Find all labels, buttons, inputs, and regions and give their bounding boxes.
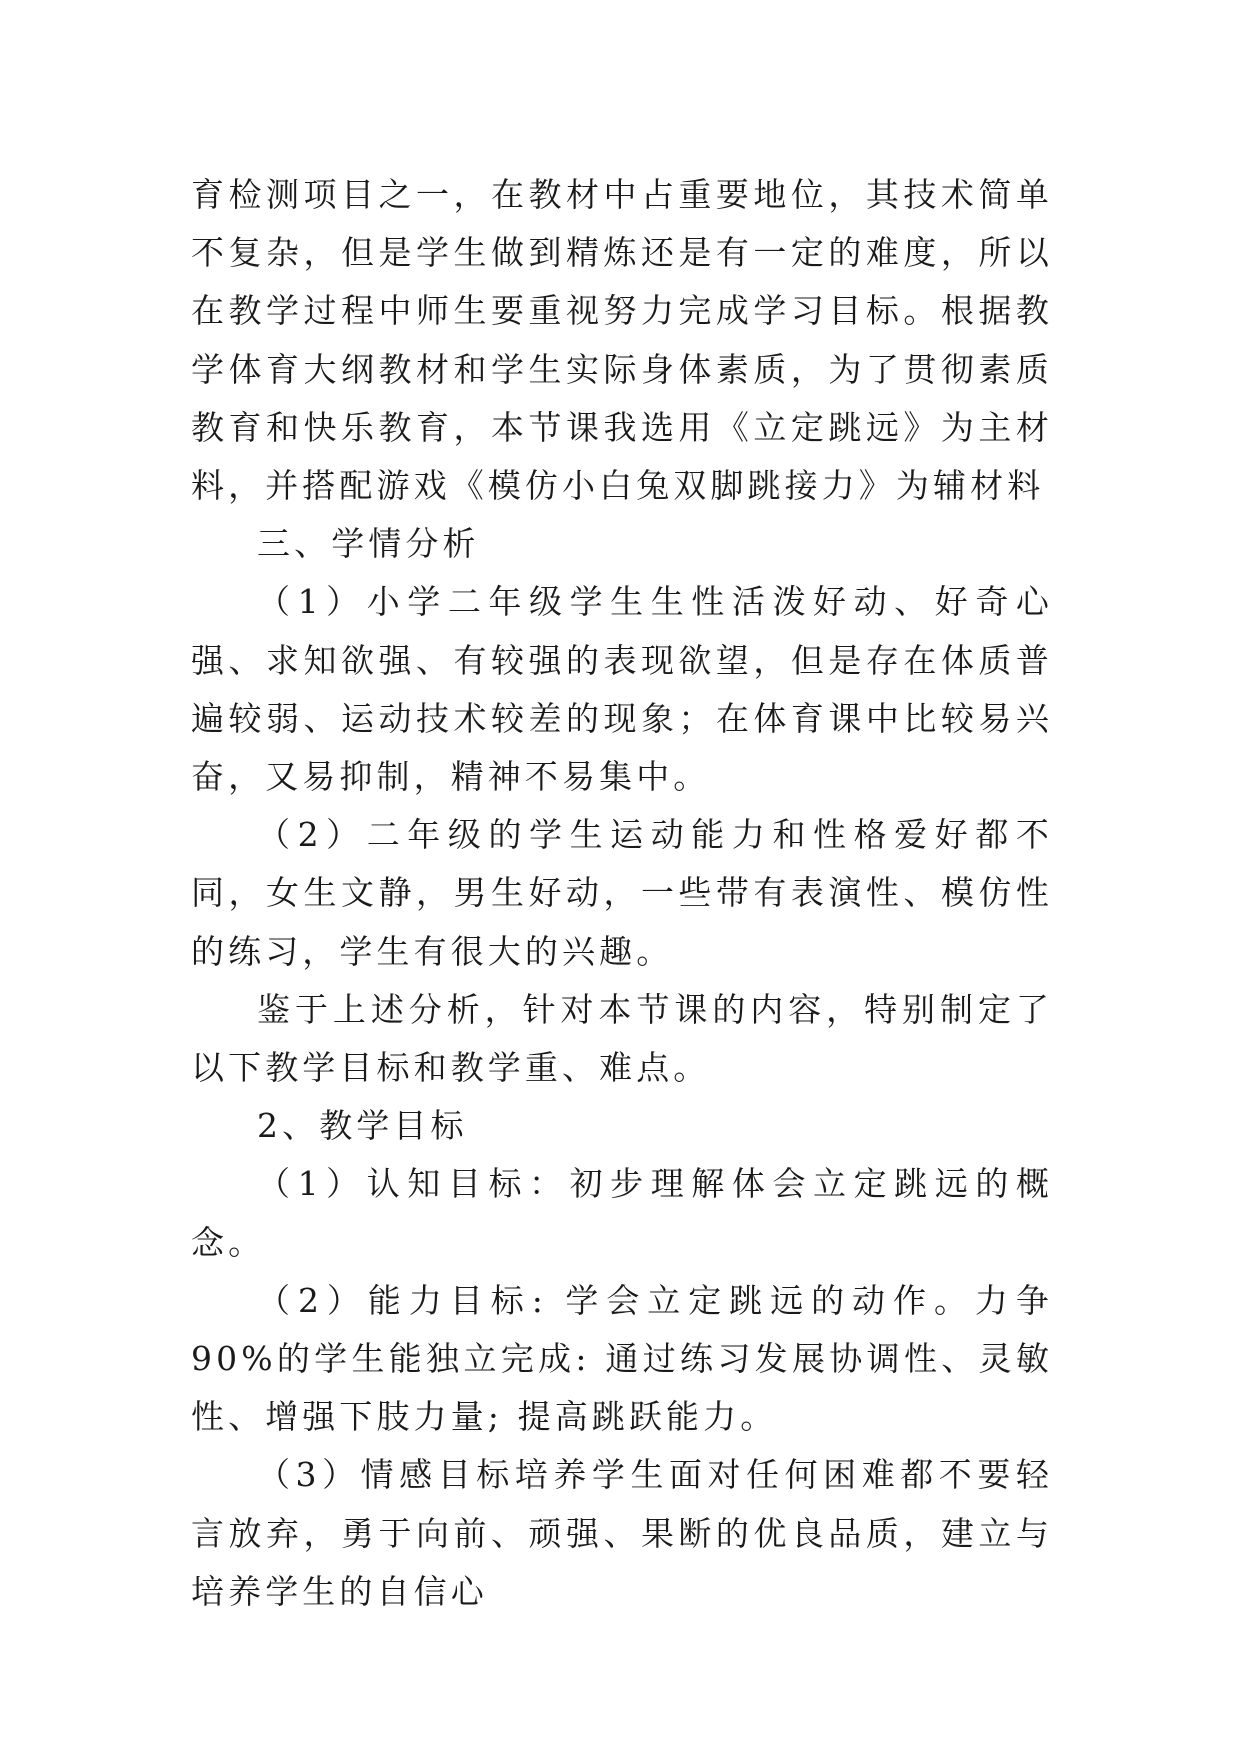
paragraph-analysis-2: （2）二年级的学生运动能力和性格爱好都不同，女生文静，男生好动，一些带有表演性、模仿性的练习，学生有很大的兴趣。: [191, 815, 1053, 971]
paragraph-goal-emotional: （3）情感目标培养学生面对任何困难都不要轻言放弃，勇于向前、顽强、果断的优良品质，建立与培养学生的自信心: [191, 1455, 1053, 1611]
paragraph-goal-cognitive: （1）认知目标：初步理解体会立定跳远的概念。: [191, 1164, 1053, 1262]
section-heading-learning-analysis: 三、学情分析: [257, 524, 480, 564]
paragraph-analysis-1: （1）小学二年级学生生性活泼好动、好奇心强、求知欲强、有较强的表现欲望，但是存在体质普遍较弱、运动技术较差的现象；在体育课中比较易兴奋，又易抑制，精神不易集中。: [191, 582, 1053, 797]
document-body: [191, 166, 1053, 1621]
paragraph-continuation: 育检测项目之一，在教材中占重要地位，其技术简单不复杂，但是学生做到精炼还是有一定的难度，所以在教学过程中师生要重视努力完成学习目标。根据教学体育大纲教材和学生实际身体素质，为了贯彻素质教育和快乐教育，本节课我选用《立定跳远》为主材料，并搭配游戏《模仿小白兔双脚跳接力》为辅材料: [191, 175, 1053, 506]
paragraph-goal-ability: （2）能力目标: 学会立定跳远的动作。力争 90%的学生能独立完成: 通过练习发展协调性、灵敏性、增强下肢力量; 提高跳跃能力。: [191, 1280, 1053, 1437]
section-heading-teaching-goals: 2、教学目标: [257, 1106, 468, 1146]
paragraph-summary: 鉴于上述分析，针对本节课的内容，特别制定了以下教学目标和教学重、难点。: [191, 989, 1053, 1088]
